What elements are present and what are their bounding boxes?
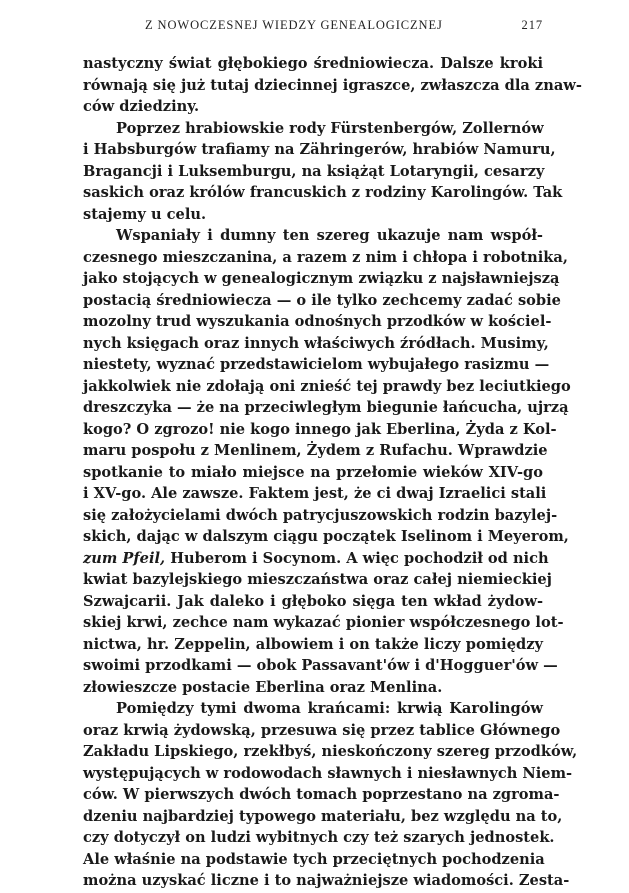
body-text (83, 53, 582, 892)
text-line: ców. W pierwszych dwóch tomach poprzestano na zgroma- (83, 786, 560, 803)
text-line: saskich oraz królów francuskich z rodziny Karolingów. Tak (83, 184, 563, 201)
text-line-rest: Huberom i Socynom. A więc pochodził od nich (165, 549, 549, 567)
text-line: postacią średniowiecza — o ile tylko zechcemy zadać sobie (83, 291, 561, 309)
text-line: kwiat bazylejskiego mieszczaństwa oraz całej niemieckiej (83, 571, 552, 588)
text-line: Ale właśnie na podstawie tych przeciętnych pochodzenia (83, 850, 545, 868)
text-line: ców dziedziny. (83, 98, 200, 115)
running-title: Z NOWOCZESNEJ WIEDZY GENEALOGICZNEJ (145, 18, 443, 32)
text-line: można uzyskać liczne i to najważniejsze wiadomości. Zesta- (83, 872, 570, 889)
text-line: złowieszcze postacie Eberlina oraz Menlina. (83, 678, 443, 696)
text-line: czy dotyczył on ludzi wybitnych czy też szarych jednostek. (83, 829, 555, 846)
text-line: oraz krwią żydowską, przesuwa się przez tablice Głównego (83, 721, 561, 739)
text-line: skich, dając w dalszym ciągu początek Iselinom i Meyerom, (83, 528, 569, 545)
text-line: stajemy u celu. (83, 205, 207, 223)
text-line: mozolny trud wyszukania odnośnych przodków w kościel- (83, 313, 552, 330)
text-line: równają się już tutaj dziecinnej igraszce, zwłaszcza dla znaw- (83, 76, 582, 94)
text-line: niestety, wyznać przedstawicielom wybujałego rasizmu — (83, 356, 550, 373)
text-line: Zakładu Lipskiego, rzekłbyś, nieskończony szereg przodków, (83, 743, 578, 760)
text-line: Poprzez hrabiowskie rody Fürstenbergów, Zollernów (116, 119, 544, 137)
page-number: 217 (521, 18, 543, 32)
text-line: i Habsburgów trafiamy na Zähringerów, hrabiów Namuru, (83, 141, 556, 158)
text-line: nych księgach oraz innych właściwych źródłach. Musimy, (83, 334, 549, 352)
text-line: Wspaniały i dumny ten szereg ukazuje nam współ- (116, 227, 543, 244)
text-line: dreszczyka — że na przeciwległym biegunie łańcucha, ujrzą (83, 399, 569, 416)
book-page (83, 14, 582, 892)
italic-phrase: zum Pfeil, (83, 549, 166, 567)
text-line: i XV-go. Ale zawsze. Faktem jest, że ci dwaj Izraelici stali (83, 485, 547, 502)
text-line: się założycielami dwóch patrycjuszowskich rodzin bazylej- (83, 506, 558, 524)
text-line: maru pospołu z Menlinem, Żydem z Rufachu. Wprawdzie (83, 442, 548, 459)
text-line: skiej krwi, zechce nam wykazać pionier współczesnego lot- (83, 614, 564, 631)
text-line: jakkolwiek nie zdołają oni znieść tej prawdy bez leciutkiego (83, 377, 571, 395)
text-line: kogo? O zgrozo! nie kogo innego jak Eberlina, Żyda z Kol- (83, 420, 557, 438)
text-line: nictwa, hr. Zeppelin, albowiem i on także liczy pomiędzy (83, 635, 543, 653)
text-line: swoimi przodkami — obok Passavant'ów i d'Hogguer'ów — (83, 657, 558, 674)
text-line: spotkanie to miało miejsce na przełomie wieków XIV-go (83, 463, 543, 481)
text-line: czesnego mieszczanina, a razem z nim i chłopa i robotnika, (83, 248, 568, 266)
text-line: jako stojących w genealogicznym związku z najsławniejszą (83, 270, 560, 287)
text-line: dzeniu najbardziej typowego materiału, bez względu na to, (83, 807, 563, 825)
text-line: Szwajcarii. Jak daleko i głęboko sięga ten wkład żydow- (83, 592, 543, 610)
text-line: występujących w rodowodach sławnych i niesławnych Niem- (83, 764, 573, 782)
text-line (83, 548, 549, 570)
text-line: nastyczny świat głębokiego średniowiecza. Dalsze kroki (83, 55, 543, 72)
text-line: Bragancji i Luksemburgu, na książąt Lotaryngii, cesarzy (83, 162, 545, 180)
running-header (83, 14, 543, 36)
text-line: Pomiędzy tymi dwoma krańcami: krwią Karolingów (116, 700, 543, 717)
